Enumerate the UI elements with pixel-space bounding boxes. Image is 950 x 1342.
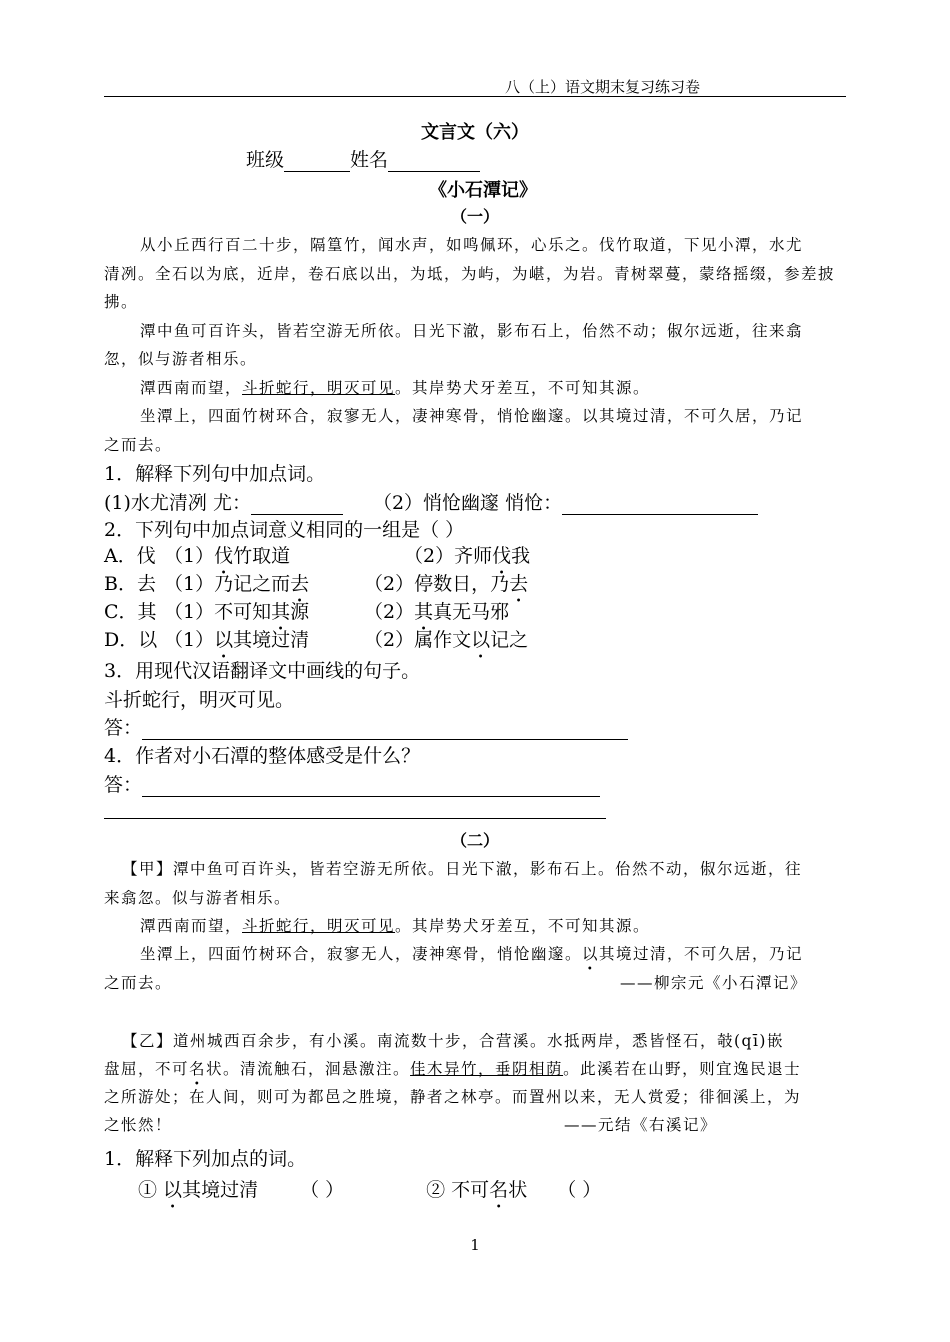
dotted-word: 以 — [582, 945, 600, 963]
option-d — [104, 625, 528, 652]
option-text: （1）乃记之而 — [164, 573, 291, 595]
yi-line — [104, 1057, 801, 1079]
part-one-label: （一） — [450, 207, 499, 226]
jia-line: 之而去。 — [104, 974, 173, 992]
option-text: （2）停数日，乃 — [364, 573, 510, 595]
option-text: （1）不可知 — [164, 601, 272, 623]
option-a — [104, 541, 530, 568]
item-text: 状 — [508, 1179, 528, 1201]
answer-label: 答： — [104, 774, 143, 796]
passage-text: 盘屈，不可 — [104, 1060, 190, 1078]
option-text: （2） — [364, 601, 415, 623]
dotted-word: 名 — [489, 1179, 509, 1201]
question-5-items — [138, 1175, 601, 1202]
option-text: 真无马邪 — [433, 601, 510, 623]
dotted-word: 其 — [414, 601, 434, 623]
item-text: ① — [138, 1179, 164, 1201]
option-text: （2）齐师 — [404, 545, 493, 567]
yi-line: 【乙】道州城西百余步，有小溪。南流数十步，合营溪。水抵两岸，悉皆怪石，攲(qī)嵌 — [122, 1032, 784, 1050]
question-4: 4．作者对小石潭的整体感受是什么？ — [104, 745, 421, 767]
passage-text: 其境过清，不可久居，乃记 — [599, 945, 804, 963]
jia-line: 来翕忽。似与游者相乐。 — [104, 889, 292, 907]
name-blank[interactable] — [388, 153, 480, 172]
dotted-word: 伐 — [214, 545, 234, 567]
name-label: 姓名 — [350, 149, 389, 171]
answer-row — [104, 770, 600, 797]
answer-paren[interactable]: （ ） — [300, 1179, 345, 1201]
answer-blank[interactable] — [142, 778, 600, 797]
option-text: 记之 — [490, 629, 529, 651]
text-title: 《小石潭记》 — [429, 180, 537, 201]
question-5: 1．解释下列加点的词。 — [104, 1148, 307, 1170]
answer-line[interactable] — [104, 818, 606, 819]
answer-blank[interactable] — [251, 496, 343, 515]
jia-line — [140, 914, 650, 936]
student-info-row — [246, 145, 480, 172]
underlined-sentence: 斗折蛇行，明灭可见 — [242, 917, 396, 935]
yi-line: 之所游处；在人间，则可为都邑之胜境，静者之林亭。而置州以来，无人赏爱；徘徊溪上，为 — [104, 1088, 802, 1106]
question-1-items — [104, 488, 758, 515]
dotted-word: 以 — [214, 629, 234, 651]
jia-line — [140, 942, 803, 964]
answer-paren[interactable]: （ ） — [557, 1179, 602, 1201]
question-3: 3．用现代汉语翻译文中画线的句子。 — [104, 660, 421, 682]
header-text: 八（上）语文期末复习练习卷 — [504, 78, 700, 96]
passage-line: 坐潭上，四面竹树环合，寂寥无人，凄神寒骨，悄怆幽邃。以其境过清，不可久居，乃记 — [140, 407, 804, 425]
dotted-word: 以 — [471, 629, 491, 651]
question-2: 2．下列句中加点词意义相同的一组是（ ） — [104, 519, 465, 541]
dotted-word: 名 — [189, 1060, 207, 1078]
dotted-word: 以 — [163, 1179, 183, 1201]
passage-line: 潭中鱼可百许头，皆若空游无所依。日光下澈，影布石上，佁然不动；俶尔远逝，往来翕 — [140, 322, 804, 340]
item-text: ② 不可 — [426, 1179, 490, 1201]
item-text: 其境过清 — [182, 1179, 259, 1201]
yi-source: ——元结《右溪记》 — [564, 1116, 718, 1134]
item-2: （2）悄怆幽邃 悄怆： — [372, 492, 563, 514]
underlined-sentence: 佳木异竹，垂阴相荫 — [410, 1060, 564, 1078]
jia-source: ——柳宗元《小石潭记》 — [620, 974, 808, 992]
passage-line: 清冽。全石以为底，近岸，卷石底以出，为坻，为屿，为嵁，为岩。青树翠蔓，蒙络摇缀，参差披 — [104, 265, 836, 283]
page-header — [104, 74, 846, 97]
answer-blank[interactable] — [562, 496, 758, 515]
option-c — [104, 597, 509, 624]
translation-sentence: 斗折蛇行，明灭可见。 — [104, 689, 295, 711]
option-text: 其境过清 — [233, 629, 310, 651]
passage-text: 潭西南而望， — [140, 379, 243, 397]
dotted-word: 伐 — [492, 545, 512, 567]
passage-text: 。此溪若在山野，则宜逸民退士 — [563, 1060, 802, 1078]
option-text: （2）属作文 — [364, 629, 472, 651]
dotted-word: 其 — [271, 601, 291, 623]
option-text: 我 — [511, 545, 531, 567]
passage-line — [140, 376, 650, 398]
option-b — [104, 569, 528, 596]
passage-text: 潭西南而望， — [140, 917, 243, 935]
dotted-word: 去 — [509, 573, 529, 595]
passage-text: 。其岸势犬牙差互，不可知其源。 — [395, 379, 651, 397]
underlined-sentence: 斗折蛇行，明灭可见 — [242, 379, 396, 397]
answer-blank[interactable] — [142, 721, 628, 740]
option-letter: A．伐 — [104, 545, 156, 567]
item-1: (1)水尤清冽 尤： — [104, 492, 251, 514]
option-letter: C．其 — [104, 601, 157, 623]
option-letter: D．以 — [104, 629, 158, 651]
option-text: 源 — [290, 601, 310, 623]
exercise-title: 文言文（六） — [421, 122, 529, 143]
passage-text: 状。清流触石，洄悬激注。 — [206, 1060, 411, 1078]
answer-label: 答： — [104, 717, 143, 739]
answer-row — [104, 713, 628, 740]
part-two-label: （二） — [450, 831, 499, 850]
jia-line: 【甲】潭中鱼可百许头，皆若空游无所依。日光下澈，影布石上。佁然不动，俶尔远逝，往 — [122, 860, 803, 878]
option-text: 竹取道 — [233, 545, 291, 567]
class-label: 班级 — [246, 149, 285, 171]
passage-line: 之而去。 — [104, 436, 173, 454]
dotted-word: 去 — [290, 573, 310, 595]
passage-text: 。其岸势犬牙差互，不可知其源。 — [395, 917, 651, 935]
question-1: 1．解释下列句中加点词。 — [104, 463, 326, 485]
option-text: （1） — [164, 545, 215, 567]
passage-line: 忽，似与游者相乐。 — [104, 350, 258, 368]
page-number: 1 — [470, 1236, 480, 1254]
passage-line: 从小丘西行百二十步，隔篁竹，闻水声，如鸣佩环，心乐之。伐竹取道，下见小潭，水尤 — [140, 236, 804, 254]
option-letter: B．去 — [104, 573, 156, 595]
class-blank[interactable] — [284, 153, 350, 172]
yi-line: 之怅然！ — [104, 1116, 173, 1134]
passage-text: 坐潭上，四面竹树环合，寂寥无人，凄神寒骨，悄怆幽邃。 — [140, 945, 583, 963]
passage-line: 拂。 — [104, 293, 139, 311]
option-text: （1） — [164, 629, 215, 651]
